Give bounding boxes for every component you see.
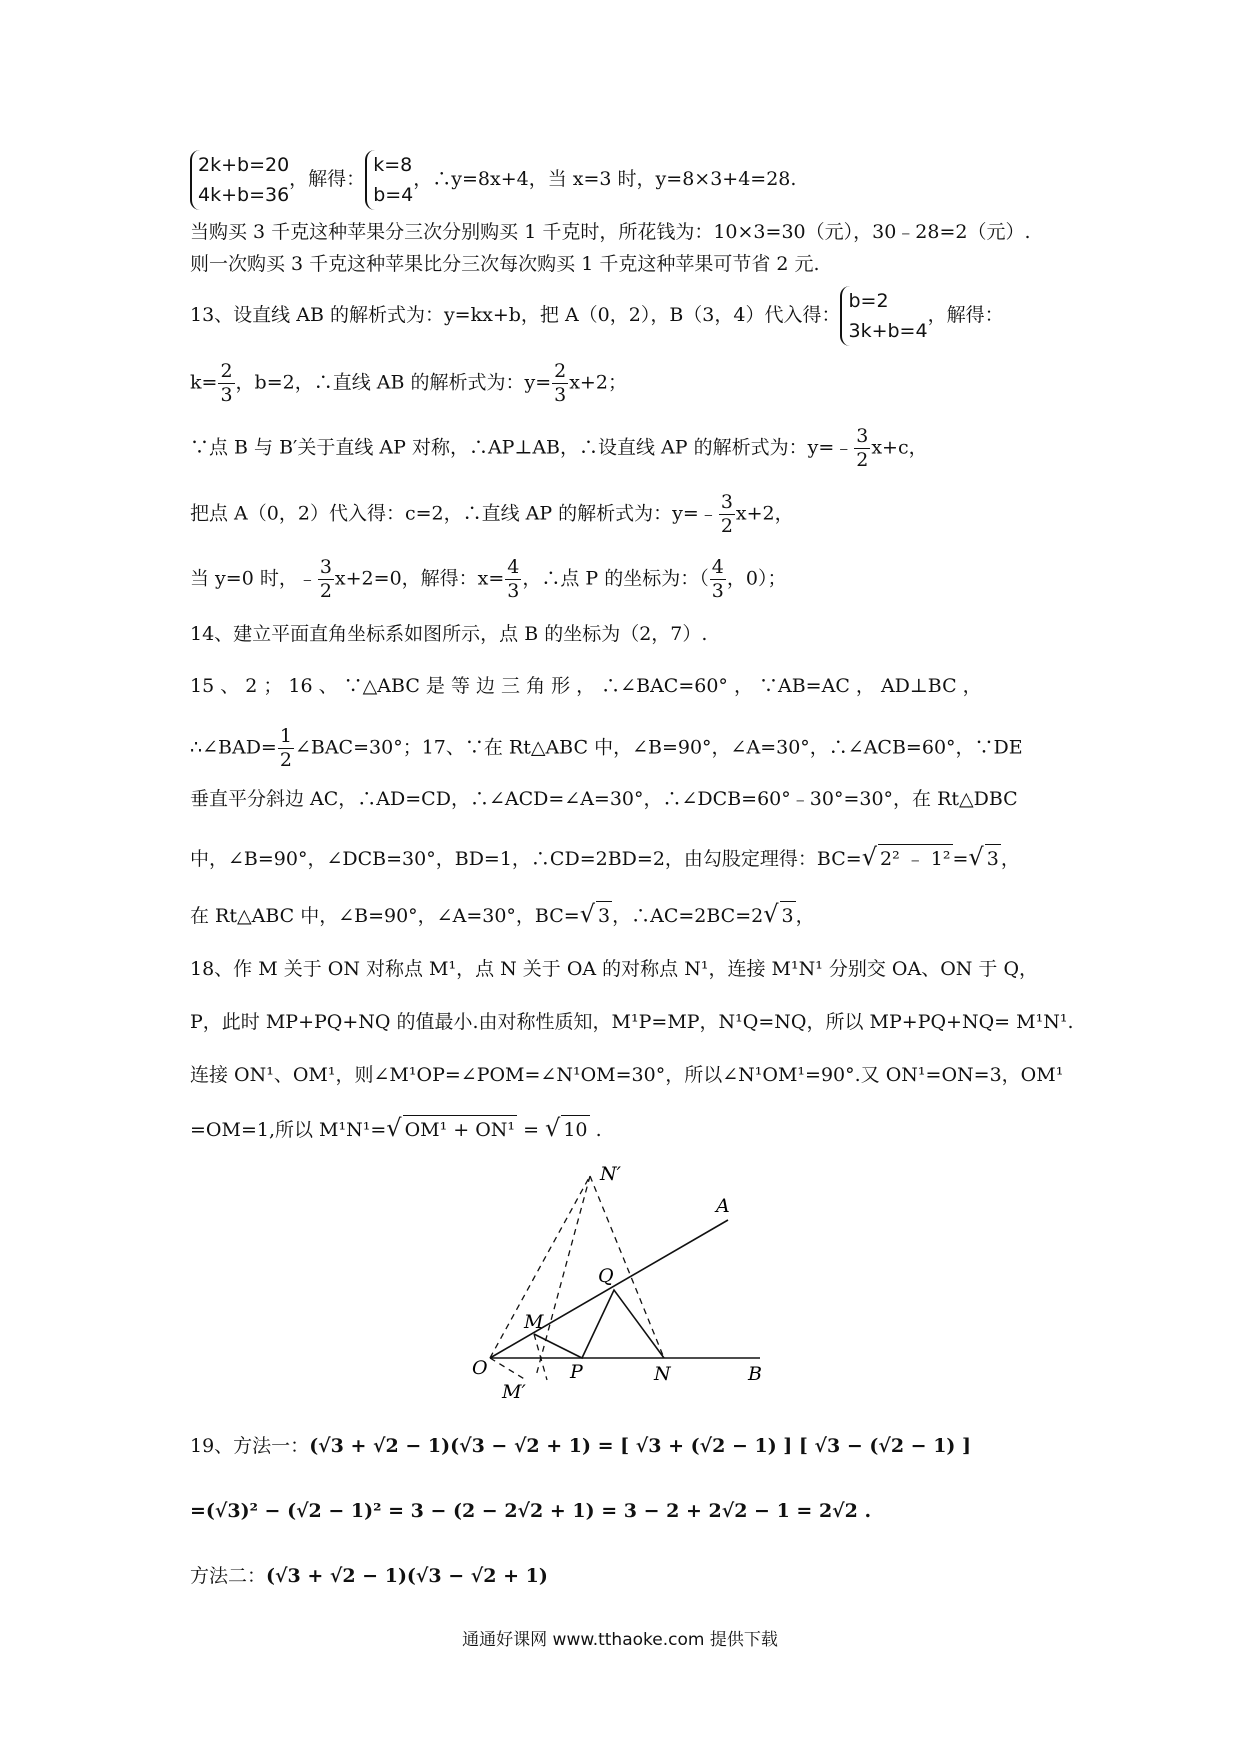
label-q: Q	[598, 1265, 614, 1287]
line-10: 15 、 2 ； 16 、 ∵△ABC 是 等 边 三 角 形 ， ∴∠BAC=60° ， ∵AB=AC ， AD⊥BC ，	[190, 675, 982, 697]
line-5: k= $\frac{2}{3}$ ，b=2，∴直线 AB 的解析式为：y= $\frac{2}{3}$ x+2；	[190, 360, 627, 406]
line-3: 则一次购买 3 千克这种苹果比分三次每次购买 1 千克这种苹果可节省 2 元.	[190, 253, 820, 275]
ray-oa	[490, 1220, 728, 1358]
label-m: M	[524, 1311, 544, 1333]
line-11: ∴∠BAD= $\frac{1}{2}$ ∠BAC=30°；17、∵在 Rt△ABC 中，∠B=90°，∠A=30°，∴∠ACB=60°，∵DE	[190, 725, 1023, 771]
equation-system-1: 2k+b=20 4k+b=36	[190, 150, 289, 210]
line-15: 18、作 M 关于 ON 对称点 M¹，点 N 关于 OA 的对称点 N¹，连接 M¹N¹ 分别交 OA、ON 于 Q，	[190, 958, 1039, 980]
path-mpqn	[534, 1290, 664, 1358]
fraction: $\frac{3}{2}$	[856, 425, 869, 471]
fraction: $\frac{4}{3}$	[711, 556, 724, 602]
line-17: 连接 ON¹、OM¹，则∠M¹OP=∠POM=∠N¹OM=30°，所以∠N¹OM¹=90°.又 ON¹=ON=3，OM¹	[190, 1064, 1064, 1086]
fraction: $\frac{2}{3}$	[554, 360, 567, 406]
fraction: $\frac{3}{2}$	[319, 556, 332, 602]
label-n: N	[654, 1363, 671, 1385]
line-18: =OM=1,所以 M¹N¹=√ OM¹ + ON¹ = √ 10 .	[190, 1114, 602, 1142]
fraction: $\frac{2}{3}$	[220, 360, 233, 406]
line-1: 2k+b=20 4k+b=36，解得：k=8 b=4，∴y=8x+4，当 x=3 时，y=8×3+4=28.	[190, 150, 796, 210]
equation-system-2: k=8 b=4	[365, 150, 413, 210]
equation-system-3: b=2 3k+b=4	[840, 286, 927, 346]
line-9: 14、建立平面直角坐标系如图所示，点 B 的坐标为（2，7）.	[190, 623, 708, 645]
line-14: 在 Rt△ABC 中，∠B=90°，∠A=30°，BC=√ 3 ，∴AC=2BC=2√ 3 ，	[190, 900, 815, 928]
label-a: A	[716, 1195, 730, 1217]
page-footer: 通通好课网 www.tthaoke.com 提供下载	[462, 1630, 778, 1650]
fraction: $\frac{4}{3}$	[507, 556, 520, 602]
line-16: P，此时 MP+PQ+NQ 的值最小.由对称性质知，M¹P=MP，N¹Q=NQ，所以 MP+PQ+NQ= M¹N¹.	[190, 1011, 1074, 1033]
line-19: 19、方法一：(√3 + √2 − 1)(√3 − √2 + 1) = [ √3 + (√2 − 1) ] [ √3 − (√2 − 1) ]	[190, 1435, 972, 1457]
line-21: 方法二：(√3 + √2 − 1)(√3 − √2 + 1)	[190, 1565, 548, 1587]
line-13: 中，∠B=90°，∠DCB=30°，BD=1，∴CD=2BD=2，由勾股定理得：BC=√ 2² ﹣ 1² =√ 3 ，	[190, 843, 1020, 871]
line-12: 垂直平分斜边 AC，∴AD=CD，∴∠ACD=∠A=30°，∴∠DCB=60°﹣30°=30°，在 Rt△DBC	[190, 788, 1018, 810]
label-p: P	[570, 1361, 583, 1383]
line-20: =(√3)² − (√2 − 1)² = 3 − (2 − 2√2 + 1) = 3 − 2 + 2√2 − 1 = 2√2 .	[190, 1500, 872, 1522]
line-7: 把点 A（0，2）代入得：c=2，∴直线 AP 的解析式为：y=﹣ $\frac{3}{2}$ x+2，	[190, 491, 794, 537]
dashed-o-m1	[490, 1358, 526, 1380]
label-b: B	[748, 1363, 762, 1385]
line-8: 当 y=0 时，﹣ $\frac{3}{2}$ x+2=0，解得：x= $\frac{4}{3}$ ，∴点 P 的坐标为：（ $\frac{4}{3}$ ，0）；	[190, 556, 787, 602]
line-2: 当购买 3 千克这种苹果分三次分别购买 1 千克时，所花钱为：10×3=30（元），30﹣28=2（元）.	[190, 221, 1031, 243]
line-6: ∵点 B 与 B′关于直线 AP 对称，∴AP⊥AB，∴设直线 AP 的解析式为：y=﹣ $\frac{3}{2}$ x+c，	[190, 425, 928, 471]
label-o: O	[472, 1357, 488, 1379]
fraction: $\frac{1}{2}$	[279, 725, 292, 771]
label-n1: N′	[600, 1163, 621, 1185]
dashed-n1-m1	[536, 1176, 590, 1376]
line-4: 13、设直线 AB 的解析式为：y=kx+b，把 A（0，2），B（3，4）代入得：b=2 3k+b=4，解得：	[190, 286, 1004, 346]
label-m1: M′	[502, 1381, 526, 1403]
fraction: $\frac{3}{2}$	[720, 491, 733, 537]
